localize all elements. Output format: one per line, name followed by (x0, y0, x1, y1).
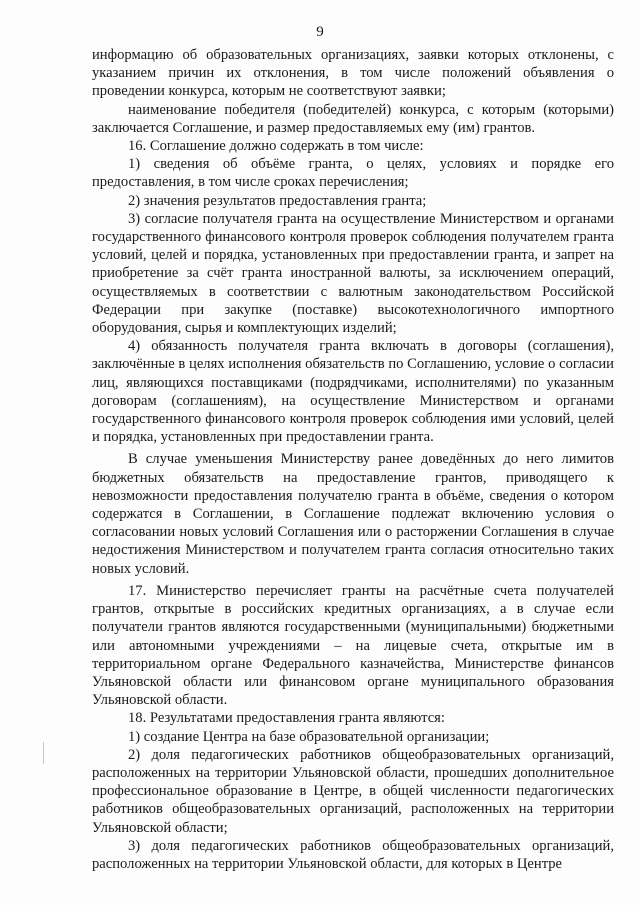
paragraph-7: 4) обязанность получателя гранта включать в договоры (соглашения), заключённые в целях исполнения обязательств по Соглашению, условие о согласии лиц, являющихся поставщиками (подрядчиками, исполнителями) по указанным договорам (соглашениям), на осуществление Министерством и органами государственного финансового контроля проверок соблюдения ими условий, целей и порядка, установленных при предоставлении гранта. (92, 338, 614, 446)
paragraph-8: В случае уменьшения Министерству ранее доведённых до него лимитов бюджетных обязательств на предоставление грантов, приводящего к невозможности предоставления получателю гранта в объёме, сведения о котором содержатся в Соглашении, в Соглашение подлежат включению условия о согласовании новых условий Соглашения или о расторжении Соглашения в случае недостижения Министерством и получателем гранта согласия относительно таких новых условий. (92, 451, 614, 577)
paragraph-2: наименование победителя (победителей) конкурса, с которым (которыми) заключается Соглашение, и размер предоставляемых ему (им) грантов. (92, 101, 614, 136)
paragraph-12: 2) доля педагогических работников общеобразовательных организаций, расположенных на территории Ульяновской области, прошедших дополнительное профессиональное образование в Центре, в общей численности педагогических работников общеобразовательных организаций, расположенных на территории Ульяновской области; (92, 746, 614, 836)
document-body (92, 46, 614, 873)
paragraph-13: 3) доля педагогических работников общеобразовательных организаций, расположенных на территории Ульяновской области, для которых в Центре (92, 837, 614, 872)
page-number: 9 (316, 24, 324, 40)
paragraph-5: 2) значения результатов предоставления гранта; (128, 192, 427, 209)
paragraph-3: 16. Соглашение должно содержать в том числе: (128, 138, 424, 155)
paragraph-9: 17. Министерство перечисляет гранты на расчётные счета получателей грантов, открытые в российских кредитных организациях, а в случае если получатели грантов являются государственными (муниципальными) бюджетными или автономными учреждениями – на лицевые счета, открытые им в территориальном органе Федерального казначейства, Министерстве финансов Ульяновской области или финансовом органе муниципального образования Ульяновской области. (92, 582, 614, 709)
paragraph-1: информацию об образовательных организациях, заявки которых отклонены, с указанием причин их отклонения, в том числе положений объявления о проведении конкурса, которым не соответствуют заявки; (92, 47, 614, 100)
scan-margin-mark (43, 742, 44, 764)
paragraph-10: 18. Результатами предоставления гранта являются: (128, 710, 445, 727)
paragraph-4: 1) сведения об объёме гранта, о целях, условиях и порядке его предоставления, в том числе сроках перечисления; (92, 156, 614, 191)
paragraph-11: 1) создание Центра на базе образовательной организации; (128, 728, 490, 745)
paragraph-6: 3) согласие получателя гранта на осуществление Министерством и органами государственного финансового контроля проверок соблюдения получателем гранта условий, целей и порядка, установленных при предоставлении гранта, и запрет на приобретение за счёт гранта иностранной валюты, за исключением операций, осуществляемых в соответствии с валютным законодательством Российской Федерации при закупке (поставке) высокотехнологичного импортного оборудования, сырья и комплектующих изделий; (92, 210, 614, 337)
